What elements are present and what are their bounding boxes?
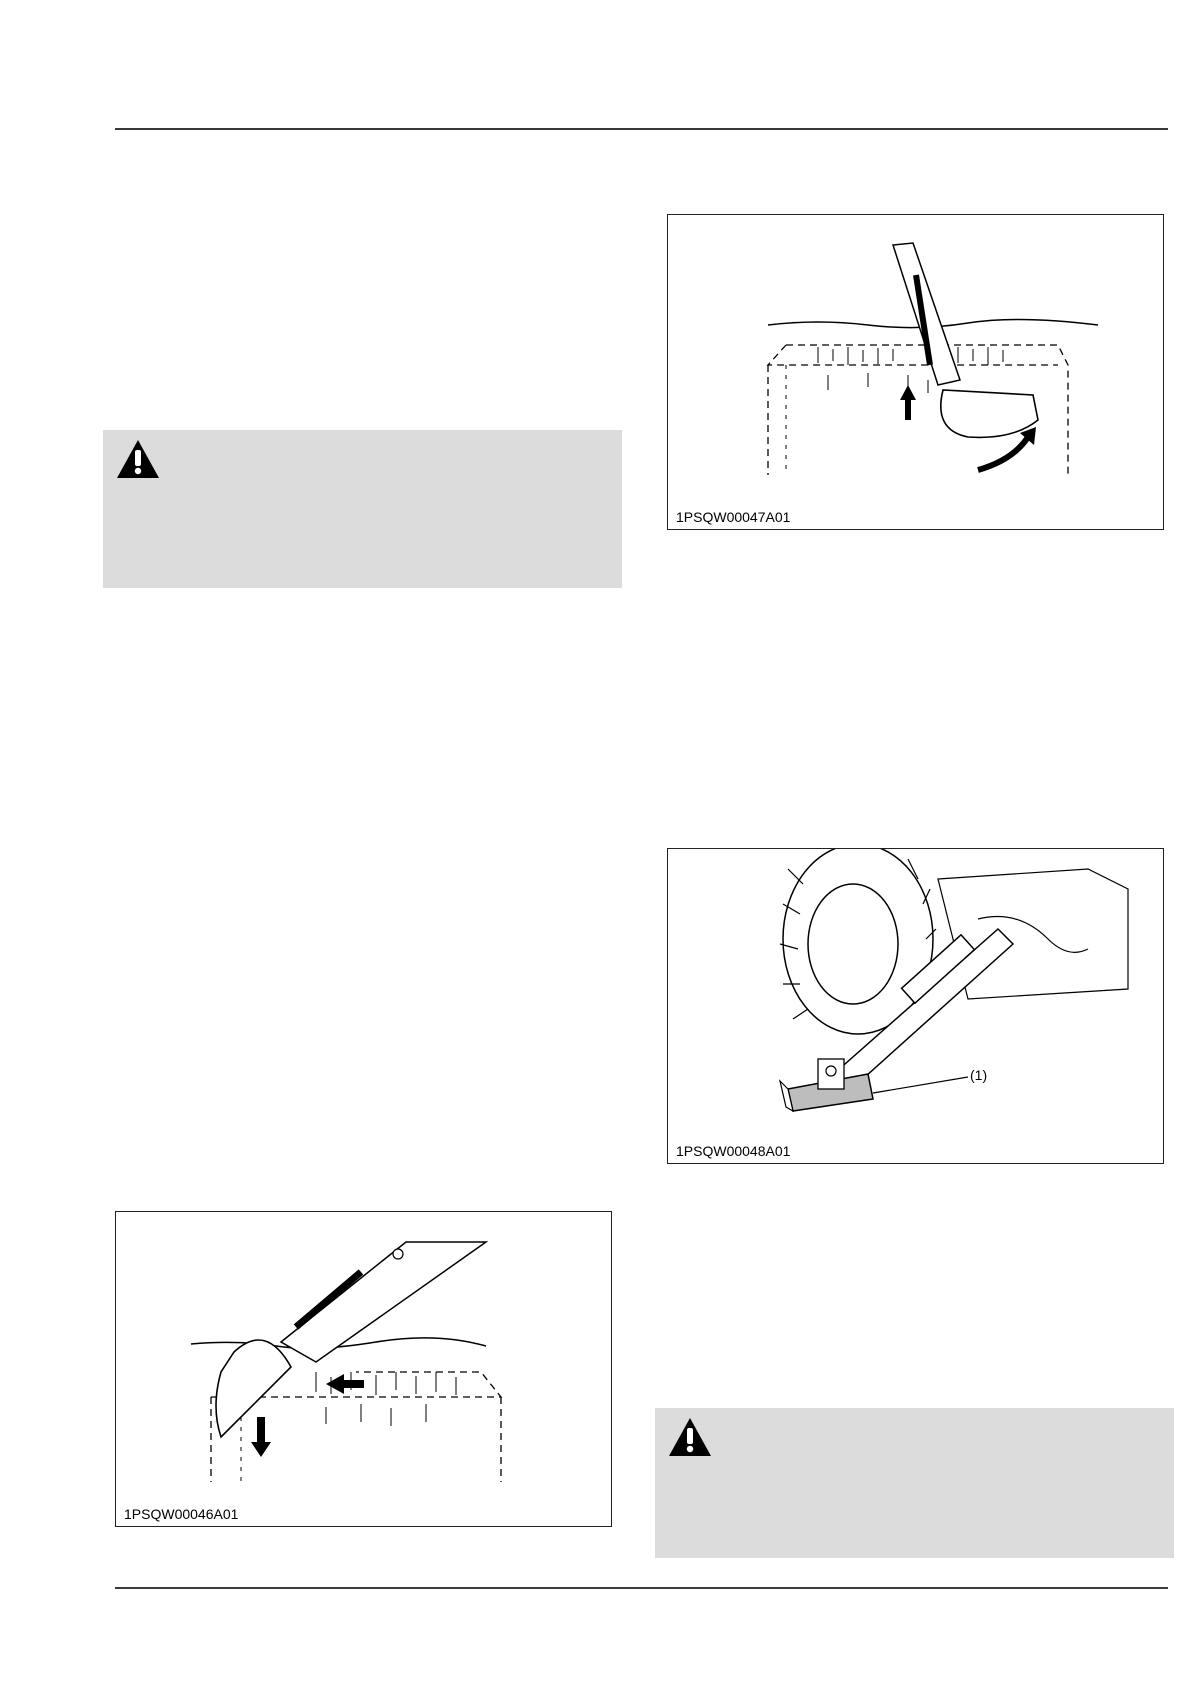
stabilizer-illustration <box>668 849 1165 1165</box>
figure-caption: 1PSQW00046A01 <box>124 1506 239 1522</box>
warning-triangle-icon <box>667 1416 713 1463</box>
figure-caption: 1PSQW00048A01 <box>676 1143 791 1159</box>
warning-box-right <box>655 1408 1174 1558</box>
warning-triangle-icon <box>115 438 161 485</box>
bucket-lift-illustration <box>668 215 1165 531</box>
figure-caption: 1PSQW00047A01 <box>676 509 791 525</box>
bucket-dig-illustration <box>116 1212 613 1528</box>
warning-box-left <box>103 430 622 588</box>
footer-rule <box>115 1587 1168 1589</box>
figure-bucket-dig <box>115 1211 612 1527</box>
header-rule <box>115 128 1168 130</box>
figure-stabilizer <box>667 848 1164 1164</box>
figure-bucket-lift <box>667 214 1164 530</box>
callout-label: (1) <box>970 1067 988 1083</box>
